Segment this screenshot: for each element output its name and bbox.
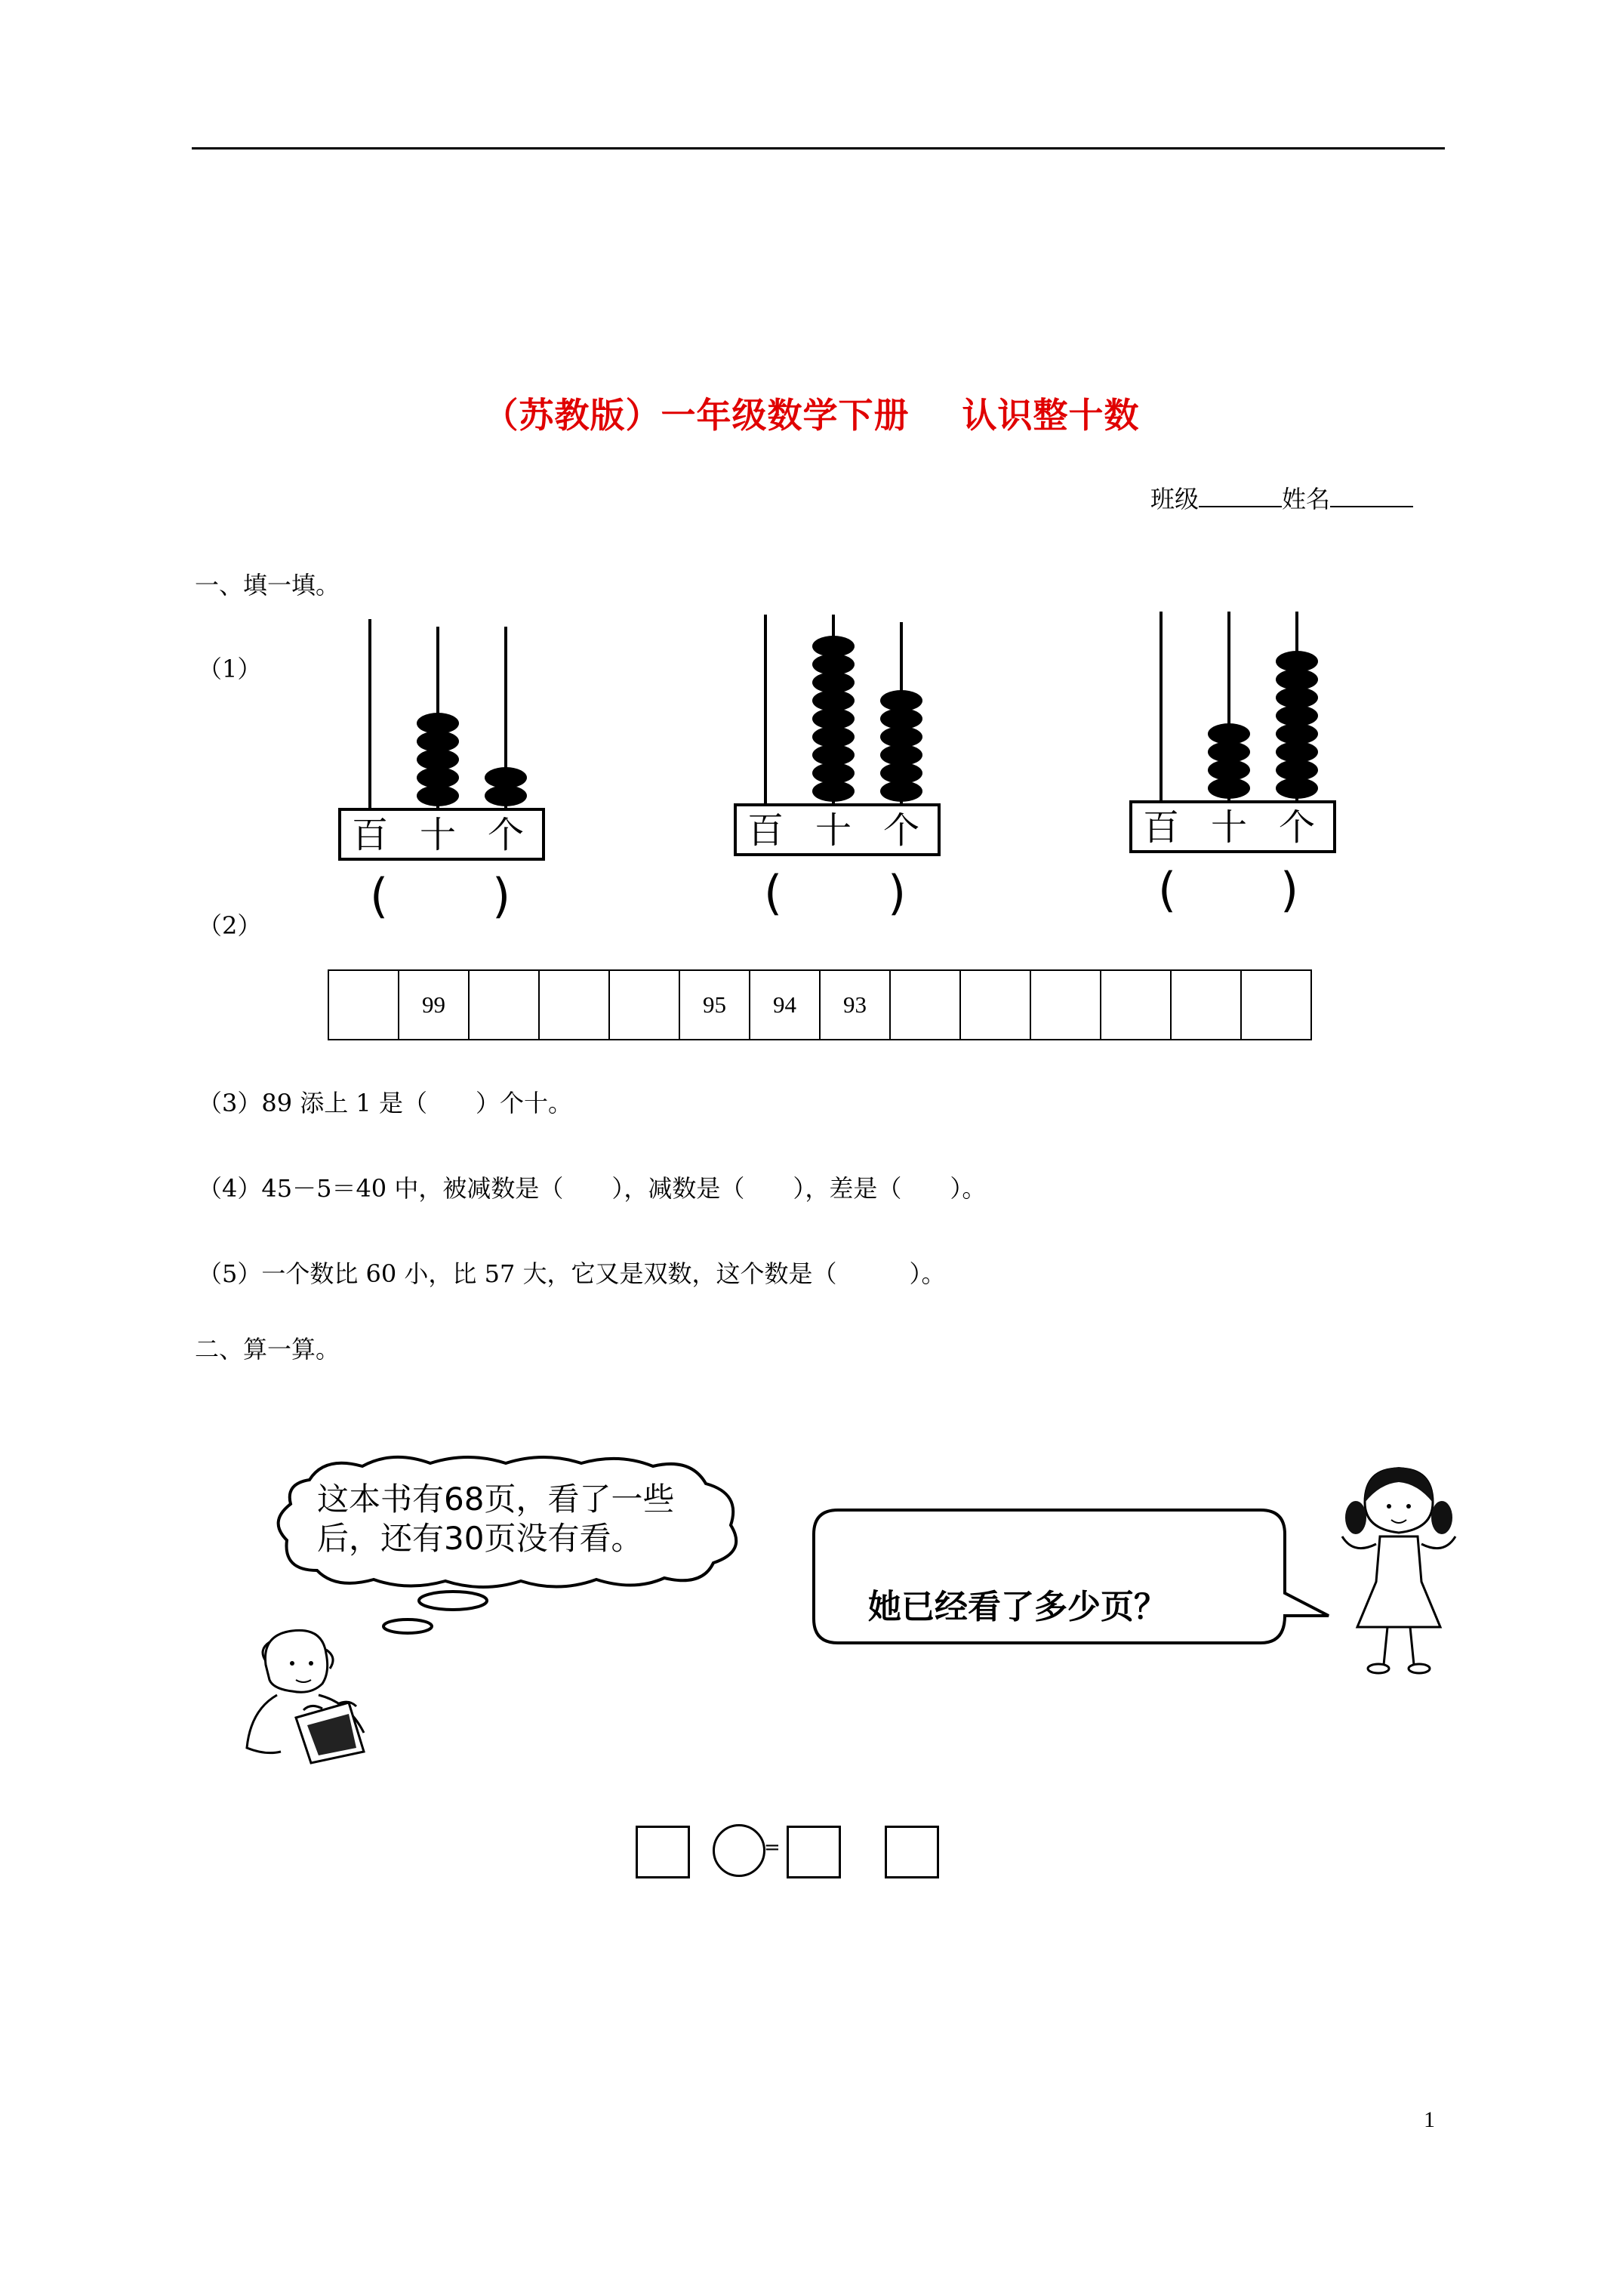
sequence-cell[interactable] [328,970,399,1040]
answer-3-open: ( [1158,862,1177,917]
abacus-2 [734,615,945,867]
sequence-cell[interactable] [1241,970,1311,1040]
operator-circle[interactable] [713,1824,765,1877]
abacus-3 [1129,612,1341,864]
answer-2-close: ) [888,865,907,920]
abacus-1 [338,619,550,871]
abacus-2-tens-beads [812,636,855,802]
place-hundreds: 百 [351,814,389,856]
abacus-2-ones-beads [880,690,922,802]
answer-1-open: ( [370,868,389,923]
question-4: （4）45－5＝40 中，被减数是（ ），减数是（ ），差是（ ）。 [198,1174,987,1203]
sequence-cell[interactable] [609,970,679,1040]
header-rule [192,147,1445,149]
sequence-cell[interactable] [1101,970,1171,1040]
sequence-cell[interactable] [890,970,960,1040]
answer-2-open: ( [764,865,783,920]
girl-illustration [1335,1461,1463,1683]
equation-box-2[interactable] [787,1826,841,1878]
sequence-cell[interactable] [1030,970,1101,1040]
abacus-1-tens-beads [417,713,459,806]
q1-label: （1） [198,655,262,683]
sequence-cell[interactable] [1171,970,1241,1040]
abacus-3-tens-beads [1208,723,1250,799]
abacus-1-ones-beads [485,767,527,806]
thought-line-1: 这本书有68页，看了一些 [317,1481,675,1518]
section2-heading: 二、算一算。 [195,1335,340,1364]
place-tens: 十 [815,809,852,852]
sequence-cell[interactable] [539,970,609,1040]
place-tens: 十 [1210,806,1248,849]
equation-box-result[interactable] [885,1826,939,1878]
answer-1-close: ) [492,868,511,923]
question-3: （3）89 添上 1 是（ ）个十。 [198,1089,572,1117]
answer-3-close: ) [1280,862,1299,917]
sequence-cell: 99 [399,970,469,1040]
speech-question: 她已经看了多少页？ [868,1588,1167,1626]
sequence-cell[interactable] [469,970,539,1040]
sequence-cell: 93 [820,970,890,1040]
q2-label: （2） [198,911,262,940]
sequence-cell: 94 [750,970,820,1040]
place-ones: 个 [487,814,525,856]
place-hundreds: 百 [747,809,784,852]
sequence-cell: 95 [679,970,750,1040]
boy-reading-illustration [236,1620,387,1774]
thought-line-2: 后，还有30页没有看。 [317,1520,643,1557]
equation-box-1[interactable] [636,1826,690,1878]
page-number: 1 [1424,2107,1435,2132]
sequence-cell[interactable] [960,970,1030,1040]
place-ones: 个 [882,809,920,852]
equals-sign: = [764,1836,781,1859]
question-5: （5）一个数比 60 小，比 57 大，它又是双数，这个数是（ ）。 [198,1259,946,1288]
student-info: 班级 姓名 [1150,483,1413,514]
place-tens: 十 [419,814,457,856]
page-title: （苏教版）一年级数学下册 认识整十数 [483,395,1140,436]
number-sequence-table [328,969,1312,1040]
place-ones: 个 [1278,806,1316,849]
section1-heading: 一、填一填。 [195,571,340,599]
abacus-3-ones-beads [1276,651,1318,799]
place-hundreds: 百 [1142,806,1180,849]
